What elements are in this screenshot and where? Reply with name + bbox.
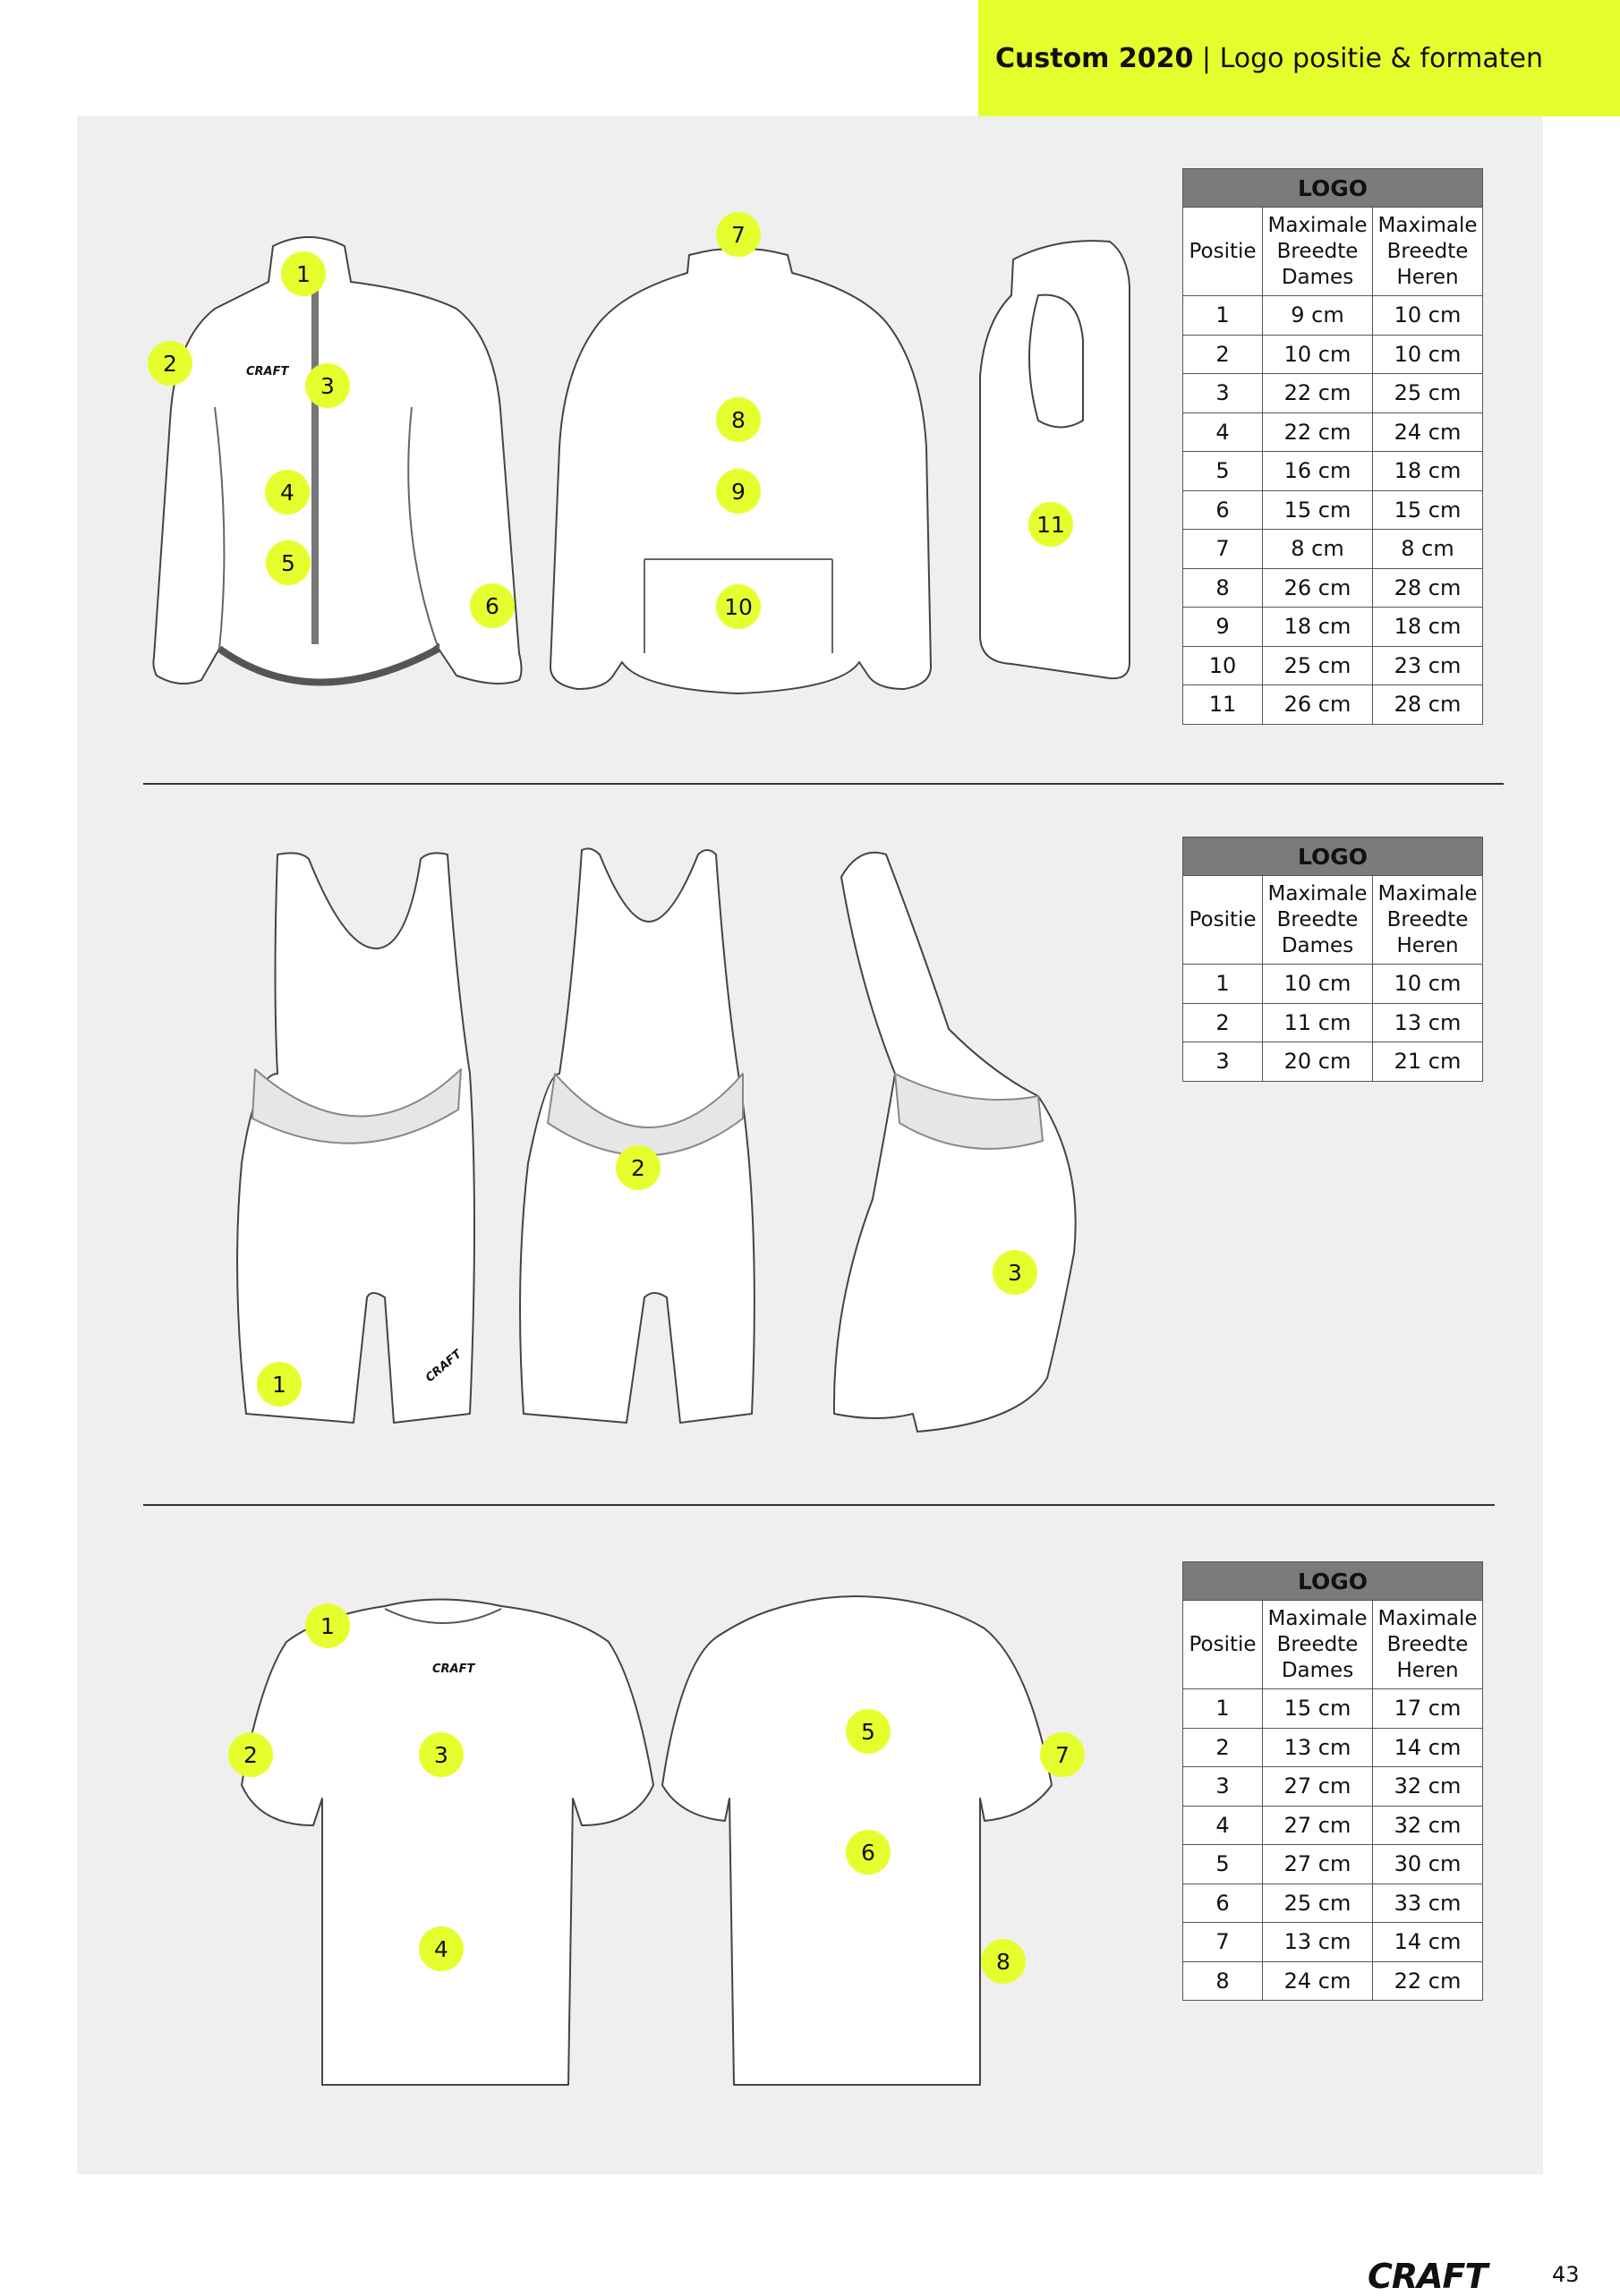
position-marker: 3 bbox=[993, 1250, 1037, 1295]
table-row: 7 13 cm 14 cm bbox=[1183, 1923, 1483, 1962]
table-row: 3 22 cm 25 cm bbox=[1183, 374, 1483, 413]
table-row: 4 22 cm 24 cm bbox=[1183, 412, 1483, 452]
position-marker: 1 bbox=[281, 251, 326, 296]
table-row: 6 25 cm 33 cm bbox=[1183, 1884, 1483, 1923]
table-row: 2 10 cm 10 cm bbox=[1183, 335, 1483, 374]
table-row: 9 18 cm 18 cm bbox=[1183, 608, 1483, 647]
garment-logo: CRAFT bbox=[246, 365, 289, 378]
column-header-positie: Positie bbox=[1183, 1601, 1263, 1689]
table-row: 3 27 cm 32 cm bbox=[1183, 1767, 1483, 1807]
table-row: 4 27 cm 32 cm bbox=[1183, 1806, 1483, 1845]
jacket-front-drawing bbox=[153, 237, 521, 684]
logo-table-bibs bbox=[1182, 837, 1483, 1082]
garment-logo: CRAFT bbox=[422, 1348, 465, 1386]
table-row: 1 10 cm 10 cm bbox=[1183, 965, 1483, 1004]
table-row: 2 11 cm 13 cm bbox=[1183, 1003, 1483, 1042]
table-row: 2 13 cm 14 cm bbox=[1183, 1728, 1483, 1767]
logo-table-jackets bbox=[1182, 168, 1483, 725]
column-header-dames: Maximale Breedte Dames bbox=[1263, 1601, 1373, 1689]
position-marker: 2 bbox=[616, 1145, 661, 1190]
position-marker: 6 bbox=[470, 583, 515, 628]
table-row: 10 25 cm 23 cm bbox=[1183, 646, 1483, 685]
brand-logo: CRAFT bbox=[1368, 2257, 1488, 2296]
position-marker: 10 bbox=[716, 584, 761, 629]
table-row: 6 15 cm 15 cm bbox=[1183, 490, 1483, 530]
table-row: 8 26 cm 28 cm bbox=[1183, 568, 1483, 608]
column-header-dames: Maximale Breedte Dames bbox=[1263, 876, 1373, 965]
position-marker: 4 bbox=[419, 1926, 464, 1971]
column-header-positie: Positie bbox=[1183, 208, 1263, 296]
position-marker: 2 bbox=[228, 1732, 273, 1777]
position-marker: 5 bbox=[846, 1709, 891, 1754]
position-marker: 1 bbox=[305, 1603, 350, 1648]
column-header-heren: Maximale Breedte Heren bbox=[1373, 208, 1483, 296]
position-marker: 4 bbox=[265, 470, 310, 514]
column-header-dames: Maximale Breedte Dames bbox=[1263, 208, 1373, 296]
position-marker: 11 bbox=[1028, 502, 1073, 547]
position-marker: 5 bbox=[266, 540, 311, 585]
garment-logo: CRAFT bbox=[432, 1662, 475, 1676]
position-marker: 1 bbox=[257, 1362, 302, 1407]
logo-table-title: LOGO bbox=[1183, 838, 1483, 876]
logo-table-tshirts bbox=[1182, 1561, 1483, 2001]
page-number: 43 bbox=[1552, 2262, 1580, 2287]
position-marker: 3 bbox=[305, 363, 350, 408]
table-row: 5 16 cm 18 cm bbox=[1183, 452, 1483, 491]
table-row: 5 27 cm 30 cm bbox=[1183, 1845, 1483, 1884]
header-title-bold: Custom 2020 bbox=[995, 43, 1194, 74]
table-row: 8 24 cm 22 cm bbox=[1183, 1961, 1483, 2001]
position-marker: 7 bbox=[716, 212, 761, 257]
logo-table-title: LOGO bbox=[1183, 1562, 1483, 1601]
position-marker: 2 bbox=[148, 341, 192, 386]
table-row: 1 15 cm 17 cm bbox=[1183, 1689, 1483, 1729]
position-marker: 8 bbox=[716, 397, 761, 442]
logo-table-title: LOGO bbox=[1183, 169, 1483, 208]
column-header-positie: Positie bbox=[1183, 876, 1263, 965]
column-header-heren: Maximale Breedte Heren bbox=[1373, 876, 1483, 965]
table-row: 3 20 cm 21 cm bbox=[1183, 1042, 1483, 1082]
position-marker: 8 bbox=[981, 1939, 1026, 1984]
column-header-heren: Maximale Breedte Heren bbox=[1373, 1601, 1483, 1689]
position-marker: 6 bbox=[846, 1830, 891, 1875]
position-marker: 9 bbox=[716, 469, 761, 514]
table-row: 7 8 cm 8 cm bbox=[1183, 530, 1483, 569]
position-marker: 7 bbox=[1040, 1732, 1085, 1777]
table-row: 11 26 cm 28 cm bbox=[1183, 685, 1483, 725]
header-title-rest: | Logo positie & formaten bbox=[1193, 43, 1543, 74]
position-marker: 3 bbox=[419, 1732, 464, 1777]
table-row: 1 9 cm 10 cm bbox=[1183, 296, 1483, 336]
